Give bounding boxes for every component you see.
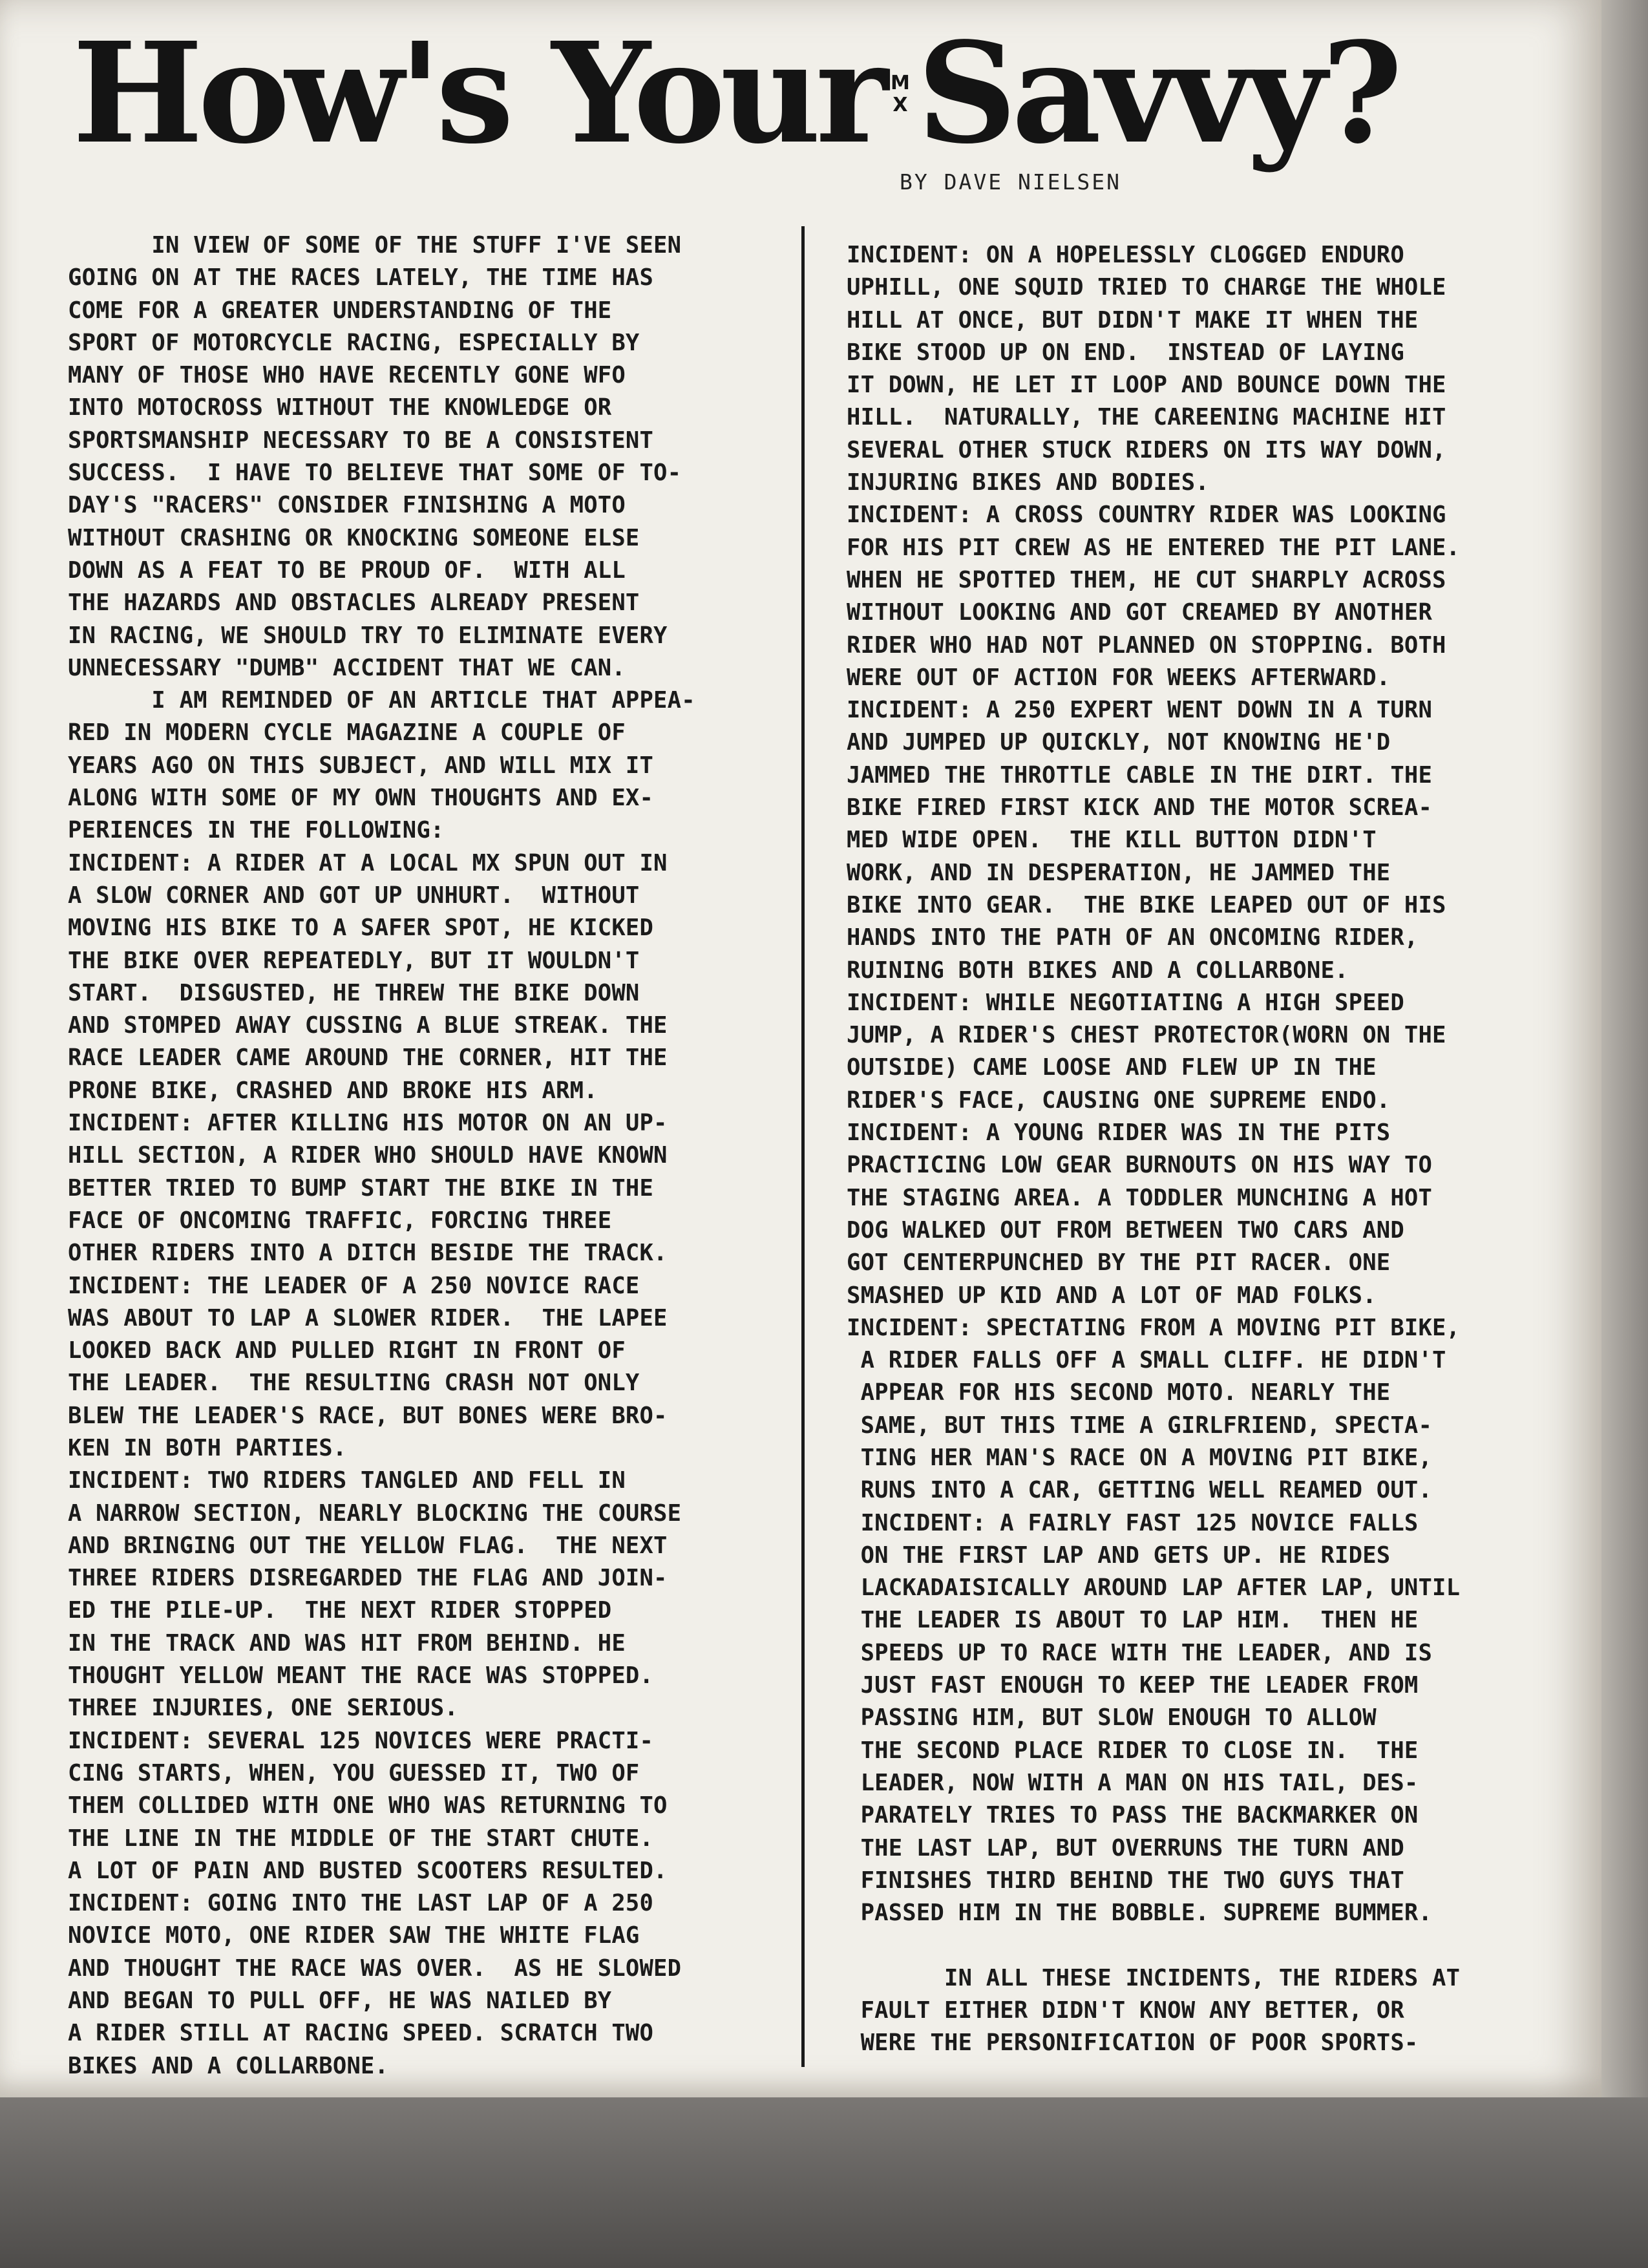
text-line: THE SECOND PLACE RIDER TO CLOSE IN. THE [847, 1737, 1419, 1764]
text-line: THE HAZARDS AND OBSTACLES ALREADY PRESENT [68, 589, 640, 617]
text-line: LOOKED BACK AND PULLED RIGHT IN FRONT OF [68, 1337, 626, 1364]
text-line: THE LEADER IS ABOUT TO LAP HIM. THEN HE [847, 1607, 1419, 1634]
text-line: BIKE FIRED FIRST KICK AND THE MOTOR SCREA- [847, 794, 1433, 821]
text-line: A SLOW CORNER AND GOT UP UNHURT. WITHOUT [68, 882, 640, 909]
text-line: BIKE INTO GEAR. THE BIKE LEAPED OUT OF HIS [847, 891, 1446, 918]
text-line: THE LEADER. THE RESULTING CRASH NOT ONLY [68, 1370, 640, 1397]
text-line: WORK, AND IN DESPERATION, HE JAMMED THE [847, 859, 1391, 886]
text-line: THE STAGING AREA. A TODDLER MUNCHING A HOT [847, 1184, 1433, 1211]
text-line: WAS ABOUT TO LAP A SLOWER RIDER. THE LAPEE [68, 1304, 668, 1331]
text-line: PRACTICING LOW GEAR BURNOUTS ON HIS WAY TO [847, 1152, 1433, 1179]
text-line: IN THE TRACK AND WAS HIT FROM BEHIND. HE [68, 1629, 626, 1657]
text-line: A RIDER STILL AT RACING SPEED. SCRATCH TWO [68, 2020, 654, 2047]
text-line: GOING ON AT THE RACES LATELY, THE TIME HAS [68, 264, 654, 291]
text-line: WHEN HE SPOTTED THEM, HE CUT SHARPLY ACROSS [847, 566, 1446, 593]
text-line: A LOT OF PAIN AND BUSTED SCOOTERS RESULTED. [68, 1857, 668, 1884]
right-column [847, 239, 1570, 2060]
text-line: IN RACING, WE SHOULD TRY TO ELIMINATE EVERY [68, 622, 668, 649]
text-line: AND BRINGING OUT THE YELLOW FLAG. THE NEXT [68, 1532, 668, 1559]
text-line: SPORTSMANSHIP NECESSARY TO BE A CONSISTENT [68, 427, 654, 454]
text-line: INCIDENT: WHILE NEGOTIATING A HIGH SPEED [847, 989, 1404, 1016]
article-title [72, 6, 1546, 181]
text-line: INCIDENT: ON A HOPELESSLY CLOGGED ENDURO [847, 242, 1404, 268]
text-line: UNNECESSARY "DUMB" ACCIDENT THAT WE CAN. [68, 654, 626, 681]
text-line: UPHILL, ONE SQUID TRIED TO CHARGE THE WHOLE [847, 274, 1446, 301]
byline: BY DAVE NIELSEN [900, 169, 1122, 195]
text-line: INCIDENT: A RIDER AT A LOCAL MX SPUN OUT IN [68, 849, 668, 876]
text-line: INCIDENT: SEVERAL 125 NOVICES WERE PRACTI- [68, 1727, 654, 1754]
text-line: COME FOR A GREATER UNDERSTANDING OF THE [68, 297, 612, 324]
text-line: JUMP, A RIDER'S CHEST PROTECTOR(WORN ON THE [847, 1022, 1446, 1049]
text-line: PERIENCES IN THE FOLLOWING: [68, 817, 445, 844]
scan-background [0, 2097, 1648, 2268]
column-divider [801, 226, 805, 2067]
text-line: HILL. NATURALLY, THE CAREENING MACHINE HIT [847, 404, 1446, 431]
text-line: AND THOUGHT THE RACE WAS OVER. AS HE SLOWED [68, 1955, 682, 1982]
text-line: IN VIEW OF SOME OF THE STUFF I'VE SEEN [68, 232, 682, 259]
text-line: LEADER, NOW WITH A MAN ON HIS TAIL, DES- [847, 1769, 1419, 1796]
text-line: GOT CENTERPUNCHED BY THE PIT RACER. ONE [847, 1249, 1391, 1277]
text-line: APPEAR FOR HIS SECOND MOTO. NEARLY THE [847, 1379, 1391, 1406]
text-line: BETTER TRIED TO BUMP START THE BIKE IN THE [68, 1174, 654, 1202]
text-line: BIKE STOOD UP ON END. INSTEAD OF LAYING [847, 339, 1404, 366]
text-line: ALONG WITH SOME OF MY OWN THOUGHTS AND EX- [68, 785, 654, 812]
text-line: YEARS AGO ON THIS SUBJECT, AND WILL MIX IT [68, 752, 654, 779]
text-line: MANY OF THOSE WHO HAVE RECENTLY GONE WFO [68, 362, 626, 389]
title-mx-superscript: M X [890, 71, 910, 116]
text-line: THREE INJURIES, ONE SERIOUS. [68, 1695, 459, 1722]
text-line: JAMMED THE THROTTLE CABLE IN THE DIRT. THE [847, 761, 1433, 789]
text-line: SPEEDS UP TO RACE WITH THE LEADER, AND IS [847, 1639, 1433, 1666]
text-line: HILL AT ONCE, BUT DIDN'T MAKE IT WHEN THE [847, 306, 1419, 334]
text-line: IN ALL THESE INCIDENTS, THE RIDERS AT [847, 1964, 1461, 1991]
text-line: WITHOUT CRASHING OR KNOCKING SOMEONE ELSE [68, 524, 640, 551]
text-line: IT DOWN, HE LET IT LOOP AND BOUNCE DOWN THE [847, 372, 1446, 399]
text-line: WERE THE PERSONIFICATION OF POOR SPORTS- [847, 2030, 1419, 2057]
text-line: KEN IN BOTH PARTIES. [68, 1434, 347, 1461]
text-line: DAY'S "RACERS" CONSIDER FINISHING A MOTO [68, 492, 626, 519]
text-line: INCIDENT: A 250 EXPERT WENT DOWN IN A TURN [847, 697, 1433, 724]
text-line: OUTSIDE) CAME LOOSE AND FLEW UP IN THE [847, 1054, 1377, 1081]
text-line: AND BEGAN TO PULL OFF, HE WAS NAILED BY [68, 1987, 612, 2015]
text-line: WERE OUT OF ACTION FOR WEEKS AFTERWARD. [847, 664, 1391, 691]
title-part-2: Savvy? [916, 12, 1398, 175]
text-line: AND STOMPED AWAY CUSSING A BLUE STREAK. THE [68, 1012, 668, 1039]
text-line: DOWN AS A FEAT TO BE PROUD OF. WITH ALL [68, 556, 626, 584]
page-edge-shadow [1601, 0, 1648, 2097]
text-line: RUINING BOTH BIKES AND A COLLARBONE. [847, 957, 1349, 984]
text-line: SUCCESS. I HAVE TO BELIEVE THAT SOME OF TO- [68, 460, 682, 487]
text-line: RED IN MODERN CYCLE MAGAZINE A COUPLE OF [68, 719, 626, 747]
text-line: SMASHED UP KID AND A LOT OF MAD FOLKS. [847, 1282, 1377, 1309]
text-line: INCIDENT: THE LEADER OF A 250 NOVICE RACE [68, 1272, 640, 1299]
text-line: ED THE PILE-UP. THE NEXT RIDER STOPPED [68, 1597, 612, 1624]
text-line: A RIDER FALLS OFF A SMALL CLIFF. HE DIDN'T [847, 1347, 1446, 1374]
text-line: THEM COLLIDED WITH ONE WHO WAS RETURNING TO [68, 1792, 668, 1819]
text-line: RUNS INTO A CAR, GETTING WELL REAMED OUT. [847, 1477, 1433, 1504]
text-line: INTO MOTOCROSS WITHOUT THE KNOWLEDGE OR [68, 394, 612, 421]
text-line: HANDS INTO THE PATH OF AN ONCOMING RIDER, [847, 924, 1419, 951]
text-line: HILL SECTION, A RIDER WHO SHOULD HAVE KNOWN [68, 1142, 668, 1169]
text-line: RACE LEADER CAME AROUND THE CORNER, HIT THE [68, 1044, 668, 1072]
text-line: BIKES AND A COLLARBONE. [68, 2052, 389, 2079]
text-line: FAULT EITHER DIDN'T KNOW ANY BETTER, OR [847, 1997, 1404, 2024]
text-line: CING STARTS, WHEN, YOU GUESSED IT, TWO OF [68, 1759, 640, 1786]
text-line: RIDER WHO HAD NOT PLANNED ON STOPPING. BOTH [847, 631, 1446, 659]
text-line: INCIDENT: AFTER KILLING HIS MOTOR ON AN UP- [68, 1110, 668, 1137]
text-line: JUST FAST ENOUGH TO KEEP THE LEADER FROM [847, 1672, 1419, 1699]
title-part-1: How's Your [72, 12, 883, 175]
text-line: INCIDENT: A FAIRLY FAST 125 NOVICE FALLS [847, 1509, 1419, 1536]
text-line: INCIDENT: GOING INTO THE LAST LAP OF A 250 [68, 1890, 654, 1917]
text-line: MOVING HIS BIKE TO A SAFER SPOT, HE KICKED [68, 915, 654, 942]
text-line: NOVICE MOTO, ONE RIDER SAW THE WHITE FLAG [68, 1922, 640, 1949]
text-line: LACKADAISICALLY AROUND LAP AFTER LAP, UNTIL [847, 1574, 1461, 1602]
text-line: THE LAST LAP, BUT OVERRUNS THE TURN AND [847, 1834, 1404, 1861]
text-line: SAME, BUT THIS TIME A GIRLFRIEND, SPECTA- [847, 1412, 1433, 1439]
left-column [68, 229, 785, 2083]
text-line: SEVERAL OTHER STUCK RIDERS ON ITS WAY DOWN, [847, 436, 1446, 463]
text-line: INCIDENT: TWO RIDERS TANGLED AND FELL IN [68, 1467, 626, 1494]
text-line: INCIDENT: A YOUNG RIDER WAS IN THE PITS [847, 1119, 1391, 1147]
text-line: PARATELY TRIES TO PASS THE BACKMARKER ON [847, 1802, 1419, 1829]
text-line: INCIDENT: SPECTATING FROM A MOVING PIT BIKE, [847, 1314, 1461, 1341]
text-line [847, 1929, 1570, 1962]
text-line: FINISHES THIRD BEHIND THE TWO GUYS THAT [847, 1867, 1404, 1894]
text-line: THE BIKE OVER REPEATEDLY, BUT IT WOULDN'T [68, 947, 640, 974]
text-line: PASSING HIM, BUT SLOW ENOUGH TO ALLOW [847, 1704, 1377, 1732]
text-line: THREE RIDERS DISREGARDED THE FLAG AND JOIN- [68, 1565, 668, 1592]
text-line: WITHOUT LOOKING AND GOT CREAMED BY ANOTHER [847, 599, 1433, 626]
text-line: THOUGHT YELLOW MEANT THE RACE WAS STOPPED. [68, 1662, 654, 1690]
text-line: TING HER MAN'S RACE ON A MOVING PIT BIKE, [847, 1444, 1433, 1471]
text-line: DOG WALKED OUT FROM BETWEEN TWO CARS AND [847, 1216, 1404, 1244]
text-line: RIDER'S FACE, CAUSING ONE SUPREME ENDO. [847, 1086, 1391, 1114]
text-line: START. DISGUSTED, HE THREW THE BIKE DOWN [68, 979, 640, 1006]
text-line: FOR HIS PIT CREW AS HE ENTERED THE PIT LANE. [847, 534, 1461, 561]
text-line: OTHER RIDERS INTO A DITCH BESIDE THE TRACK. [68, 1240, 668, 1267]
text-line: AND JUMPED UP QUICKLY, NOT KNOWING HE'D [847, 729, 1391, 756]
text-line: PASSED HIM IN THE BOBBLE. SUPREME BUMMER. [847, 1900, 1433, 1927]
text-line: ON THE FIRST LAP AND GETS UP. HE RIDES [847, 1542, 1391, 1569]
text-line: INJURING BIKES AND BODIES. [847, 469, 1209, 496]
text-line: MED WIDE OPEN. THE KILL BUTTON DIDN'T [847, 827, 1377, 854]
text-line: THE LINE IN THE MIDDLE OF THE START CHUTE. [68, 1825, 654, 1852]
text-line: SPORT OF MOTORCYCLE RACING, ESPECIALLY BY [68, 329, 640, 356]
text-line: A NARROW SECTION, NEARLY BLOCKING THE COURSE [68, 1500, 682, 1527]
text-line: PRONE BIKE, CRASHED AND BROKE HIS ARM. [68, 1077, 598, 1104]
text-line: BLEW THE LEADER'S RACE, BUT BONES WERE BRO- [68, 1402, 668, 1429]
text-line: INCIDENT: A CROSS COUNTRY RIDER WAS LOOKING [847, 502, 1446, 529]
text-line: FACE OF ONCOMING TRAFFIC, FORCING THREE [68, 1207, 612, 1234]
text-line: I AM REMINDED OF AN ARTICLE THAT APPEA- [68, 687, 695, 714]
